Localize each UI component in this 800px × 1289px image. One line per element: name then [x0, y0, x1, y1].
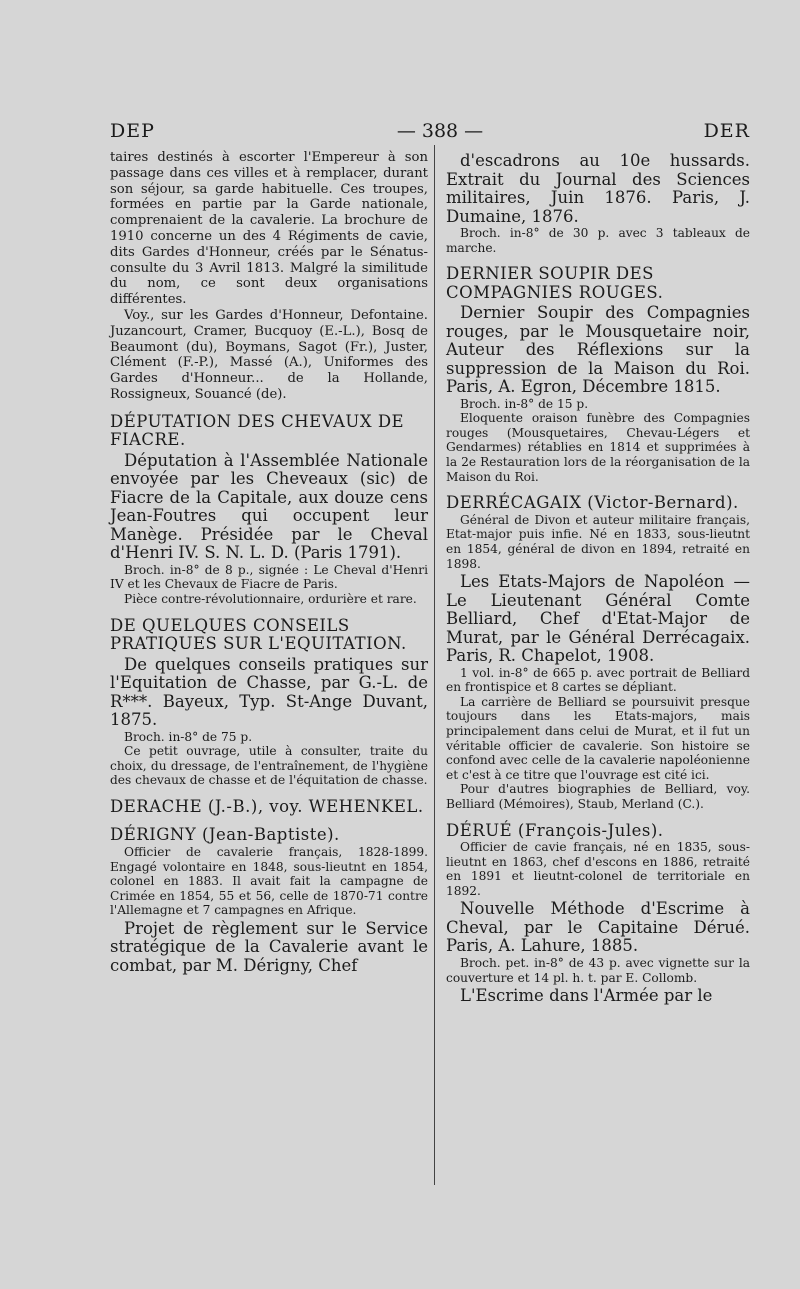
page-header	[110, 120, 750, 146]
entry-title: L'Escrime dans l'Armée par le	[460, 986, 713, 1006]
entry-heading: DÉPUTATION DES CHEVAUX DE FIACRE.	[110, 411, 405, 450]
paragraph: Général de Divon et auteur militaire français, Etat-major puis infie. Né en 1833, sous-lieutnt en 1854, général de divon en 1894, retraité en 1898.	[446, 512, 750, 571]
entry-title: Députation à l'Assemblée Nationale envoyée par les Cheveaux (sic) de Fiacre de la Capitale, aux douze cens Jean-Foutres qui occupent leur Manège. Présidée par le Cheval d'Henri IV. S. N. L. D. (Paris 1791).	[110, 450, 428, 563]
entry-title: Nouvelle Méthode d'Escrime à Cheval, par le Capitaine Dérué. Paris, A. Lahure, 1885.	[446, 899, 750, 956]
entry-title: De quelques conseils pratiques sur l'Equitation de Chasse, par G.-L. de R***. Bayeux, Typ. St-Ange Duvant, 1875.	[110, 654, 428, 730]
running-head-right: DER	[703, 120, 750, 142]
right-column	[446, 150, 750, 1006]
paragraph: Pièce contre-révolutionnaire, ordurière et rare.	[124, 591, 417, 606]
paragraph: Broch. in-8° de 8 p., signée : Le Cheval d'Henri IV et les Chevaux de Fiacre de Paris.	[110, 562, 428, 592]
paragraph: Broch. in-8° de 75 p.	[124, 729, 253, 744]
entry-heading: DERNIER SOUPIR DES COMPAGNIES ROUGES.	[446, 264, 664, 302]
column-divider	[434, 145, 435, 1185]
entry-heading: DE QUELQUES CONSEILS PRATIQUES SUR L'EQUITATION.	[110, 615, 407, 654]
paragraph: 1 vol. in-8° de 665 p. avec portrait de Belliard en frontispice et 8 cartes se dépliant.	[446, 665, 750, 695]
paragraph: taires destinés à escorter l'Empereur à son passage dans ces villes et à remplacer, durant son séjour, sa garde habituelle. Ces troupes, formées en partie par la Garde nationale, comprenaient de la cavalerie. La brochure de 1910 concerne un des 4 Régiments de cavie, dits Gardes d'Honneur, créés par le Sénatus-consulte du 3 Avril 1813. Malgré la similitude du nom, ce sont deux organisations différentes.	[110, 150, 428, 308]
entry-title: Dernier Soupir des Compagnies rouges, par le Mousquetaire noir, Auteur des Réflexions sur la suppression de la Maison du Roi. Paris, A. Egron, Décembre 1815.	[446, 303, 750, 397]
paragraph: Officier de cavie français, né en 1835, sous-lieutnt en 1863, chef d'escons en 1886, retraité en 1891 et lieutnt-colonel de territoriale en 1892.	[446, 840, 750, 898]
entry-heading: DERACHE (J.-B.), voy. WEHENKEL.	[110, 796, 424, 816]
entry-title: d'escadrons au 10e hussards. Extrait du Journal des Sciences militaires, Juin 1876. Paris, J. Dumaine, 1876.	[446, 151, 750, 226]
paragraph: La carrière de Belliard se poursuivit presque toujours dans les Etats-majors, mais principalement dans celui de Murat, et il fut un véritable officier de cavalerie. Son histoire se confond avec celle de la cavalerie napoléonienne et c'est à ce titre que l'ouvrage est cité ici.	[446, 694, 750, 782]
paragraph: Broch. pet. in-8° de 43 p. avec vignette sur la couverture et 14 pl. h. t. par E. Collomb.	[446, 955, 750, 985]
page-number: — 388 —	[396, 120, 484, 142]
paragraph: Broch. in-8° de 30 p. avec 3 tableaux de marche.	[446, 226, 750, 255]
entry-title: Projet de règlement sur le Service stratégique de la Cavalerie avant le combat, par M. Dérigny, Chef	[110, 918, 428, 975]
entry-heading: DÉRIGNY (Jean-Baptiste).	[110, 825, 340, 845]
paragraph: Pour d'autres biographies de Belliard, voy. Belliard (Mémoires), Staub, Merland (C.).	[446, 782, 750, 811]
paragraph: Ce petit ouvrage, utile à consulter, traite du choix, du dressage, de l'entraînement, de l'hygiène des chevaux de chasse et de l'équitation de chasse.	[110, 744, 428, 788]
left-column	[110, 150, 428, 975]
entry-heading: DÉRUÉ (François-Jules).	[446, 820, 664, 840]
paragraph: Officier de cavalerie français, 1828-1899. Engagé volontaire en 1848, sous-lieutnt en 1854, colonel en 1883. Il avait fait la campagne de Crimée en 1854, 55 et 56, celle de 1870-71 contre l'Allemagne et 7 campagnes en Afrique.	[110, 844, 428, 918]
paragraph: Broch. in-8° de 15 p.	[460, 396, 589, 411]
entry-title: Les Etats-Majors de Napoléon — Le Lieutenant Général Comte Belliard, Chef d'Etat-Major de Murat, par le Général Derrécagaix. Paris, R. Chapelot, 1908.	[446, 572, 750, 666]
paragraph: Voy., sur les Gardes d'Honneur, Defontaine. Juzancourt, Cramer, Bucquoy (E.-L.), Bosq de Beaumont (du), Boymans, Sagot (Fr.), Juster, Clément (F.-P.), Massé (A.), Uniformes des Gardes d'Honneur... de la Hollande, Rossigneux, Souancé (de).	[110, 307, 428, 402]
running-head-left: DEP	[110, 120, 155, 142]
entry-heading: DERRÉCAGAIX (Victor-Bernard).	[446, 493, 739, 513]
paragraph: Eloquente oraison funèbre des Compagnies rouges (Mousquetaires, Chevau-Légers et Gendarmes) rétablies en 1814 et supprimées à la 2e Restauration lors de la réorganisation de la Maison du Roi.	[446, 411, 750, 484]
